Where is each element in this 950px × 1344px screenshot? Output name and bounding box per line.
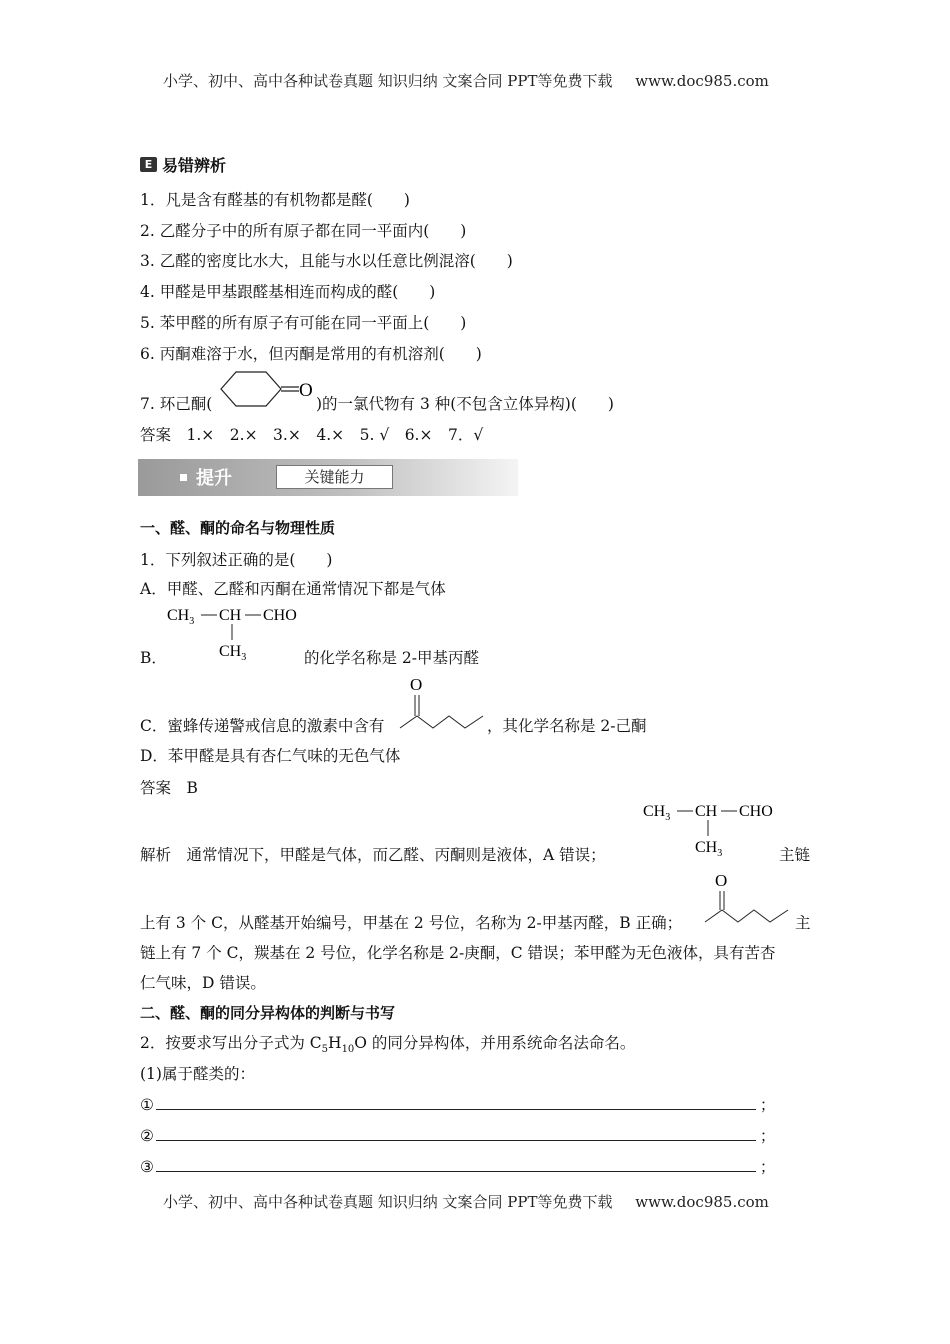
q1-option-c-tail: ，其化学名称是 2-己酮 [487, 717, 647, 735]
section-title: 易错辨析 [161, 156, 226, 175]
judgment-3: 3. 乙醛的密度比水大，且能与水以任意比例混溶( ) [140, 252, 513, 270]
answer-blank-1[interactable]: ① ； [140, 1096, 776, 1114]
isobutanal-structure [165, 602, 315, 664]
q1-option-b-text: 的化学名称是 2-甲基丙醛 [304, 649, 480, 667]
svg-text:CH3: $CH_3$ [219, 643, 247, 663]
q1-stem: 1．下列叙述正确的是( ) [140, 551, 333, 569]
part1-title: 一、醛、酮的命名与物理性质 [140, 519, 336, 537]
ch3-a: CH [167, 607, 190, 624]
analysis-line-1-tail: 主链 [779, 846, 811, 864]
ch3-b: CH [219, 643, 242, 660]
svg-text:CH3: $CH_3$ [643, 803, 671, 823]
judgment-6: 6. 丙酮难溶于水，但丙酮是常用的有机溶剂( ) [140, 345, 482, 363]
header-text: 小学、初中、高中各种试卷真题 知识归纳 文案合同 PPT等免费下载 [163, 72, 613, 90]
judgment-4: 4. 甲醛是甲基跟醛基相连而构成的醛( ) [140, 283, 436, 301]
analysis-isobutanal-structure [641, 798, 791, 860]
analysis-line-3: 链上有 7 个 C，羰基在 2 号位，化学名称是 2-庚酮，C 错误；苯甲醛为无色液体，具有苦杏 [140, 944, 776, 962]
svg-text:CH3: $CH_3$ [695, 839, 723, 859]
footer-text: 小学、初中、高中各种试卷真题 知识归纳 文案合同 PPT等免费下载 [163, 1193, 613, 1211]
ring [221, 372, 281, 406]
svg-text:CH: CH [695, 803, 718, 820]
answer-blank-2[interactable]: ② ； [140, 1127, 776, 1145]
answer-blank-3[interactable]: ③ ； [140, 1158, 776, 1176]
q1-option-a: A．甲醛、乙醛和丙酮在通常情况下都是气体 [140, 580, 446, 598]
analysis-line-4: 仁气味，D 错误。 [140, 974, 266, 992]
page-header [163, 70, 769, 91]
q1-option-c-text: C．蜜蜂传递警戒信息的激素中含有 [140, 717, 385, 735]
q2-sub1: (1)属于醛类的： [140, 1065, 255, 1083]
banner-title: 提升 [196, 468, 232, 489]
q1-option-d: D．苯甲醛是具有杏仁气味的无色气体 [140, 747, 401, 765]
judgment-1: 1．凡是含有醛基的有机物都是醛( ) [140, 191, 410, 209]
cyclohexanone-structure [219, 368, 319, 410]
analysis-heptanone-structure [699, 866, 795, 932]
ketone-oxygen: O [410, 675, 423, 694]
hexanone-structure [396, 670, 492, 736]
q2-stem: 2．按要求写出分子式为 $C_5H_{10}O$ 的同分异构体，并用系统命名法命名。 [140, 1034, 636, 1056]
header-url: www.doc985.com [635, 72, 769, 90]
analysis-line-2-tail: 主 [795, 914, 811, 932]
section-e-icon: E [140, 157, 157, 172]
section-banner [138, 459, 518, 496]
analysis-line-2: 上有 3 个 C，从醛基开始编号，甲基在 2 号位，名称为 2-甲基丙醛，B 正确； [140, 914, 683, 932]
q1-option-b-label: B． [140, 649, 167, 667]
banner-tag: 关键能力 [276, 465, 393, 489]
page-footer [163, 1191, 769, 1212]
judgment-5: 5. 苯甲醛的所有原子有可能在同一平面上( ) [140, 314, 467, 332]
judgment-2: 2. 乙醛分子中的所有原子都在同一平面内( ) [140, 222, 467, 240]
judgment-7-prefix: 7. 环己酮( [140, 395, 213, 413]
cho-label: CHO [263, 607, 297, 624]
analysis-line-1: 解析 通常情况下，甲醛是气体，而乙醛、丙酮则是液体，A 错误； [140, 846, 606, 864]
judgment-7-suffix: )的一氯代物有 3 种(不包含立体异构)( ) [316, 395, 614, 413]
svg-text:CHO: CHO [739, 803, 773, 820]
oxygen-label: O [299, 380, 313, 401]
ch-label: CH [219, 607, 242, 624]
part2-title: 二、醛、酮的同分异构体的判断与书写 [140, 1004, 396, 1022]
q1-answer: 答案 B [140, 779, 198, 797]
svg-text:O: O [715, 871, 728, 890]
answer-judgments: 答案 1.× 2.× 3.× 4.× 5. √ 6.× 7．√ [140, 426, 484, 444]
section-heading [140, 153, 226, 176]
svg-text:CH3: $CH_3$ [167, 607, 195, 627]
footer-url: www.doc985.com [635, 1193, 769, 1211]
